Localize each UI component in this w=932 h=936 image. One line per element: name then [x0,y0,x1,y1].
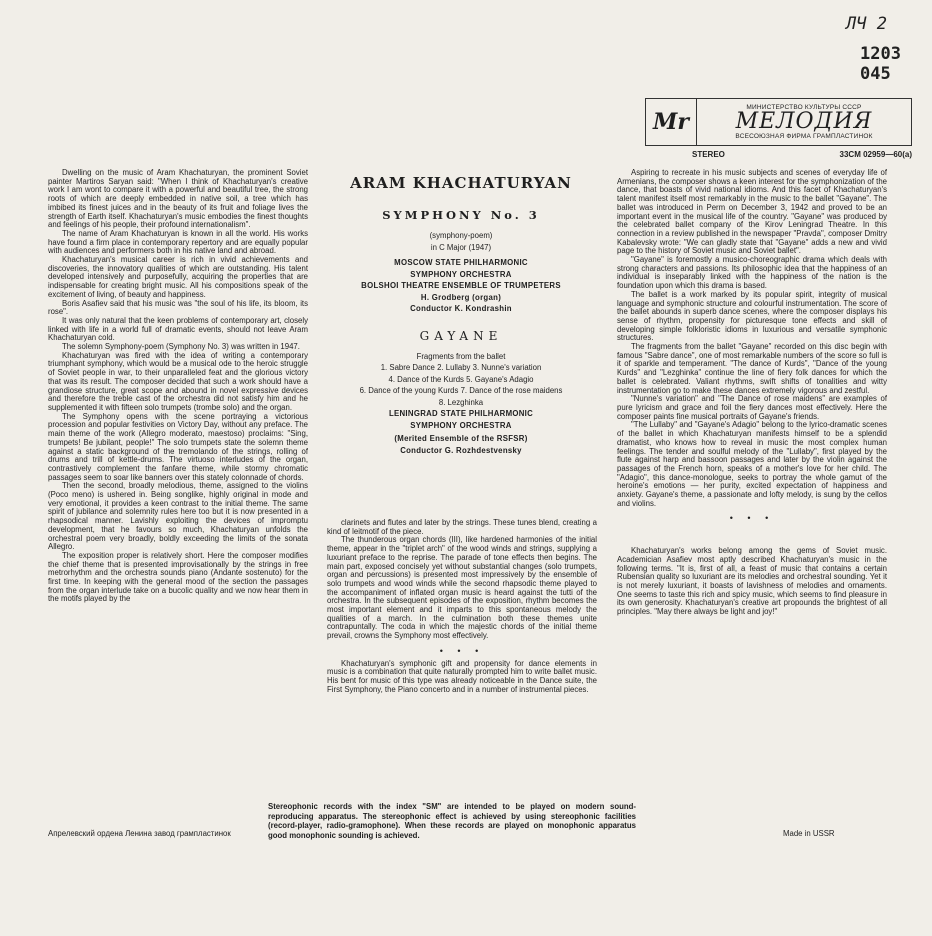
paragraph: The Symphony opens with the scene portraying a victorious procession and popular festivities on Victory Day, without any preface. The main theme of the work (Allegro moderato, maestoso) proclaims: "Sing, trumpets! Be jubilant, people!" The solo trumpets state the solemn theme against a static background of the tremolando of the strings, rolling of drums and trill of kettle-drums. The virtuoso interludes of the organ, contrastively complement the fanfare theme, while stormy chromatic passages seem to soar like banners over this stately colonnade of chords. [48,411,308,482]
paragraph: The exposition proper is relatively short. Here the composer modifies the chief theme that is presented improvisationally by the strings in free metrorhythm and the orchestra sounds piano (Andante sostenuto) for the first time. In keeping with the general mood of the section the passages from the organ interlude take on a bucolic quality and we now hear them in the motifs played by the [48,550,308,604]
catalog-number-line-1: 1203 [860,44,901,64]
orchestra-1-line-1: MOSCOW STATE PHILHARMONIC [394,258,528,267]
middle-column [327,519,597,785]
track-line: 8. Lezghinka [438,397,484,407]
credits-block [325,168,597,456]
paragraph: Then the second, broadly melodious, theme, assigned to the violins (Poco meno) is ushered in. Being songlike, highly original in mode and very emotional, it provides a keen contrast to the initial theme. The same spirit of jubilance and solemnity rules here too but it is now presented in a rhapsodical manner. Lavishly exploiting the devices of impromptu development, that he favours so much, Khachaturyan unfolds the orchestral poem very broadly, boldly exceeding the limits of the sonata Allegro. [48,481,308,552]
melodiya-mark-icon: Mr [646,99,697,145]
track-line: 1. Sabre Dance 2. Lullaby 3. Nunne's variation [380,363,542,372]
melodiya-logo [645,98,912,146]
symphony-key: in C Major (1947) [430,242,492,252]
paragraph: "The Lullaby" and "Gayane's Adagio" belong to the lyrico-dramatic scenes of the ballet in which Khachaturyan manifests himself to be a splendid dramatist, who knows how to reveal in music the most complex human feelings. The tender and soulful melody of the "Lullaby", first played by the flute against harp and bassoon passages and later by the violin against the passages of the French horn, speaks of a mother's love for her child. The "Adagio", this dance-monologue, seeks to portray the whole gamut of the heroine's emotions — her purity, excited expectation of happiness and anxiety. Gayane's theme, a passionate and lofty melody, is sung by the cellos and violins. [617,420,887,508]
paragraph: Khachaturyan's musical career is rich in vivid achievements and discoveries, the innovatory qualities of which are outstanding. His talent developed intensively and purposefully, acquiring the properties that are indispensable for creating bright music. All his compositions speak of the excitement of living, of beauty and happiness. [48,255,308,299]
gayane-title: GAYANE [419,328,503,343]
paragraph: Khachaturyan's symphonic gift and propensity for dance elements in music is a combination that quite naturally prompted him to write ballet music. His bent for music of this type was already noticeable in the Dance suite, the First Symphony, the Piano concerto and in a number of instrumental pieces. [327,658,597,694]
paragraph: "Nunne's variation" and "The Dance of rose maidens" are examples of pure lyricism and grace and foil the fiery dances most effectively. Here the composer paints fine musical portraits of Gayane's friends. [617,394,887,421]
orchestra-2-line-1: LENINGRAD STATE PHILHARMONIC [388,409,534,418]
paragraph: "Gayane" is foremostly a musico-choreographic drama which deals with strong characters and passions. Its philosophic idea that the happiness of an individual is inseparably linked with the happiness of the nation is the foundation upon which this drama is based. [617,255,887,291]
paragraph: Dwelling on the music of Aram Khachaturyan, the prominent Soviet painter Martiros Saryan said: "When I think of Khachaturyan's creative work I am wont to compare it with a powerful and beautiful tree, the strong roots of which are deeply embedded in native soil, a tree which has imbibed its finest juices and in the beauty of its fruit and foliage lives the strength of Earth itself. Khachaturyan's music embodies the finest thoughts and feelings of his people, their profound internationalism". [48,169,308,230]
gayane-subtitle: Fragments from the ballet [416,351,506,361]
stereo-label: STEREO [692,150,725,159]
left-column [48,169,308,785]
paragraph: Khachaturyan was fired with the idea of writing a contemporary triumphant symphony, which would be a musical ode to the heroic struggle of Soviet people in war, to their unparalleled feat and the glorious victory that was its result. The composer decided that such a work should have a grandiose structure, great scope and abound in novel expressive devices and therefore the treble cast of the orchestra did not satisfy him and he supplemented it with fifteen solo trumpets (trombe solo) and the organ. [48,350,308,412]
made-in-label: Made in USSR [783,829,835,838]
section-dots: • • • [439,645,485,656]
paragraph: Boris Asafiev said that his music was "the soul of his life, its bloom, its rose". [48,298,308,317]
track-line: 6. Dance of the young Kurds 7. Dance of the rose maidens [359,386,563,395]
logo-company-text: ВСЕСОЮЗНАЯ ФИРМА ГРАМПЛАСТИНОК [735,133,873,140]
paragraph: clarinets and flutes and later by the strings. These tunes blend, creating a kind of leitmotif of the piece. [327,519,597,536]
handwritten-note: ЛЧ 2 [846,14,887,34]
conductor-1: Conductor K. Kondrashin [410,304,512,313]
section-dots: • • • [729,513,775,524]
orchestra-1-line-2: SYMPHONY ORCHESTRA [410,269,512,279]
logo-ministry-text: МИНИСТЕРСТВО КУЛЬТУРЫ СССР [746,104,862,111]
catalog-number-line-2: 045 [860,64,891,84]
stereo-row [692,150,912,159]
paragraph: It was only natural that the keen problems of contemporary art, closely linked with life in a world full of dramatic events, should not leave Aram Khachaturyan cold. [48,315,308,343]
right-column [617,169,887,779]
orchestra-2-line-2: SYMPHONY ORCHESTRA [410,420,512,430]
stereo-footnote: Stereophonic records with the index "SM" are intended to be played on modern sound-reproducing apparatus. The stereophonic effect is achieved by using stereophonic facilities (record-player, radio-gramophone). When these records are played on monophonic apparatus good monophonic sounding is achieved. [268,802,636,840]
conductor-2: Conductor G. Rozhdestvensky [400,445,522,455]
composer-title: ARAM KHACHATURYAN [350,174,572,192]
track-line: 4. Dance of the Kurds 5. Gayane's Adagio [388,374,534,384]
symphony-title: SYMPHONY No. 3 [382,208,540,222]
paragraph: Aspiring to recreate in his music subjects and scenes of everyday life of Armenians, the composer shows a keen interest for the symphonization of the dance, that boasts of vivid national idioms. And this facet of Khachaturyan's talent manifest itself most remarkably in the music to the ballet "Gayane". The ballet was introduced in Perm on December 3, 1942 and proved to be an important event in the musical life of the country. "Gayane" was produced by the celebrated ballet company of the Kirov Leningrad Theatre. In this connection in a review published in the newspaper "Pravda", composer Dmitry Kabalevsky wrote: "We can gladly state that "Gayane" adds a new and vivid page to the history of Soviet music and Soviet ballet". [617,169,887,256]
paragraph: The fragments from the ballet "Gayane" recorded on this disc begin with famous "Sabre dance", one of most remarkable numbers of the score so full is it of sparkle and temperament. "The dance of Kurds", "Dance of the young Kurds" and "Lezghinka" continue the line of fiery folk dances for which the ballet is celebrated. Valiant rhythms, swift shifts of tonalities and witty instrumentation go to make these dances extremely vigorous and zestful. [617,342,887,395]
logo-brand: МЕЛОДИЯ [735,109,873,134]
symphony-subtitle: (symphony-poem) [429,231,493,240]
orchestra-2-line-3: (Merited Ensemble of the RSFSR) [394,434,528,443]
paragraph: The solemn Symphony-poem (Symphony No. 3) was written in 1947. [62,342,300,352]
paragraph: The name of Aram Khachaturyan is known in all the world. His works have found a firm place in contemporary repertory and are equally popular with audiences and performers both in his native land and abroad. [48,228,308,256]
record-number: 33CM 02959—60(a) [839,150,912,159]
orchestra-1-line-3: BOLSHOI THEATRE ENSEMBLE OF TRUMPETERS [361,281,561,290]
paragraph: Khachaturyan's works belong among the gems of Soviet music. Academician Asafiev most aptly described Khachaturyan's music in the following terms. "It is, first of all, a feast of music that contains a certain Rubensian quality so luxuriant are its melodies and orchestral sounding. Yet it is not merely luxuriant, it boasts of lavishness of melodies and ornaments. One seems to taste this rich and spicy music, which seems to find pleasure in its own generosity. Khachaturyan's creative art propounds the brightest of all principles. "May there always be light and joy!" [617,546,887,617]
factory-name: Апрелевский ордена Ленина завод грампластинок [48,829,231,838]
organist: H. Grodberg (organ) [420,292,502,302]
paragraph: The ballet is a work marked by its popular spirit, integrity of musical language and symphonic structure and colourful instrumentation. The score of the ballet abounds in superb dance scenes, where the composer displays his sense of rhythm, propensity for picturesque tone effects and skill of developing simple folkloristic idioms in luxurious and versatile symphonic structures. [617,289,887,343]
paragraph: The thunderous organ chords (III), like hardened harmonies of the initial theme, appear in the "triplet arch" of the wood winds and strings, supplying a luxuriant preface to the reprise. The parade of tone effects then begins. The main part, exposed concisely yet without substantial changes (solo trumpets, organ and percussions) is presented most impressively by the ensemble of solo trumpets and wood winds while the second rhapsodic theme played to the accompaniment of inflated organ music is heard against the tutti of the orchestra. In the subsequent episodes of the exposition, rhythm becomes the most important element and it imparts to this spontaneous melody the qualities of a march. In the culmination both these themes unite contrapuntally. The coda in which the majestic chords of the initial theme prevail, crowns the Symphony most effectively. [327,535,597,641]
